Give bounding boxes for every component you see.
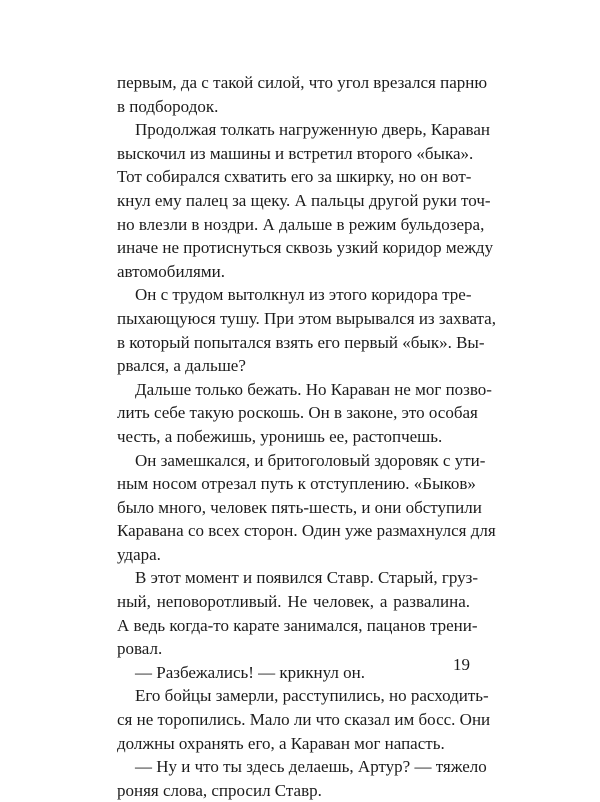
text-line: рвался, а дальше? — [117, 356, 246, 376]
text-line: роняя слова, спросил Ставр. — [117, 780, 322, 800]
text-line: лить себе такую роскошь. Он в законе, это особая — [117, 403, 478, 423]
text-line: кнул ему палец за щеку. А пальцы другой руки точ- — [117, 190, 491, 210]
text-line: автомобилями. — [117, 261, 225, 281]
text-line: должны охранять его, а Караван мог напасть. — [117, 733, 445, 753]
text-line: Его бойцы замерли, расступились, но расходить- — [135, 686, 489, 706]
text-line: честь, а побежишь, уронишь ее, растопчешь. — [117, 426, 443, 446]
text-line: ровал. — [117, 639, 163, 659]
text-line: В этот момент и появился Ставр. Старый, груз- — [135, 568, 478, 588]
page-number: 19 — [453, 655, 470, 674]
text-line: Он замешкался, и бритоголовый здоровяк с ути- — [135, 450, 486, 470]
text-line: но влезли в ноздри. А дальше в режим бульдозера, — [117, 214, 485, 234]
text-line: удара. — [117, 544, 161, 564]
text-line: ный, неповоротливый. Не человек, а развалина. — [117, 592, 470, 612]
text-line: выскочил из машины и встретил второго «быка». — [117, 143, 474, 163]
text-line: Он с трудом вытолкнул из этого коридора тре- — [135, 285, 472, 305]
text-line: Дальше только бежать. Но Караван не мог позво- — [135, 379, 492, 399]
text-line: в который попытался взять его первый «бык». Вы- — [117, 332, 485, 352]
page-body-text — [117, 71, 496, 802]
text-line: Тот собирался схватить его за шкирку, но он вот- — [117, 167, 472, 187]
text-line: Продолжая толкать нагруженную дверь, Караван — [135, 120, 490, 140]
text-line: А ведь когда-то карате занимался, пацанов трени- — [117, 615, 478, 635]
text-line: ся не торопились. Мало ли что сказал им босс. Они — [117, 710, 491, 730]
text-line: ным носом отрезал путь к отступлению. «Быков» — [117, 474, 476, 494]
text-line: в подбородок. — [117, 96, 219, 116]
text-line: — Разбежались! — крикнул он. — [135, 662, 365, 682]
text-line: — Ну и что ты здесь делаешь, Артур? — тяжело — [135, 757, 487, 777]
text-line: Каравана со всех сторон. Один уже размахнулся для — [117, 521, 496, 541]
text-line: пыхающуюся тушу. При этом вырывался из захвата, — [117, 308, 496, 328]
text-line: иначе не протиснуться сквозь узкий коридор между — [117, 238, 494, 258]
text-line: было много, человек пять-шесть, и они обступили — [117, 497, 482, 517]
text-line: первым, да с такой силой, что угол врезался парню — [117, 73, 488, 92]
